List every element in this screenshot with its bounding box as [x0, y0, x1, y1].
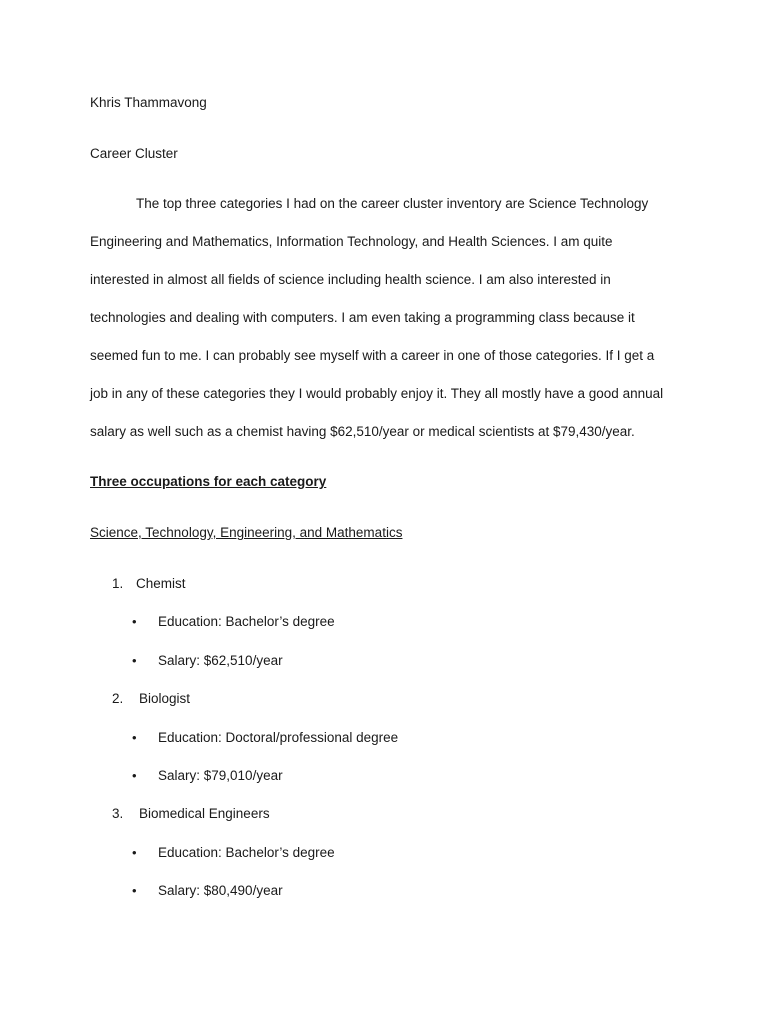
paragraph-line: salary as well such as a chemist having $62,510/year or medical scientists at $79,430/year.	[90, 424, 635, 439]
bullet-icon: •	[132, 653, 137, 668]
document-title: Career Cluster	[90, 146, 178, 161]
paragraph-line: interested in almost all fields of science including health science. I am also interested in	[90, 272, 611, 287]
paragraph-line: technologies and dealing with computers. I am even taking a programming class because it	[90, 310, 635, 325]
category-heading: Science, Technology, Engineering, and Mathematics	[90, 525, 403, 540]
salary-text: Salary: $62,510/year	[158, 653, 283, 668]
bullet-icon: •	[132, 730, 137, 745]
salary-text: Salary: $79,010/year	[158, 768, 283, 783]
list-number: 3.	[112, 806, 124, 821]
paragraph-line: seemed fun to me. I can probably see myself with a career in one of those categories. If I get a	[90, 348, 655, 363]
occupation-name: Biomedical Engineers	[139, 806, 270, 821]
paragraph-line: job in any of these categories they I would probably enjoy it. They all mostly have a good annual	[90, 386, 664, 401]
paragraph-line: Engineering and Mathematics, Information Technology, and Health Sciences. I am quite	[90, 234, 613, 249]
list-number: 2.	[112, 691, 124, 706]
occupation-name: Chemist	[136, 576, 186, 591]
bullet-icon: •	[132, 768, 137, 783]
bullet-icon: •	[132, 614, 137, 629]
occupation-name: Biologist	[139, 691, 191, 706]
author-name: Khris Thammavong	[90, 95, 207, 110]
bullet-icon: •	[132, 883, 137, 898]
education-text: Education: Bachelor’s degree	[158, 614, 335, 629]
bullet-icon: •	[132, 845, 137, 860]
section-heading: Three occupations for each category	[90, 474, 327, 489]
education-text: Education: Bachelor’s degree	[158, 845, 335, 860]
paragraph-line: The top three categories I had on the career cluster inventory are Science Technology	[136, 196, 649, 211]
salary-text: Salary: $80,490/year	[158, 883, 283, 898]
education-text: Education: Doctoral/professional degree	[158, 730, 399, 745]
list-number: 1.	[112, 576, 124, 591]
